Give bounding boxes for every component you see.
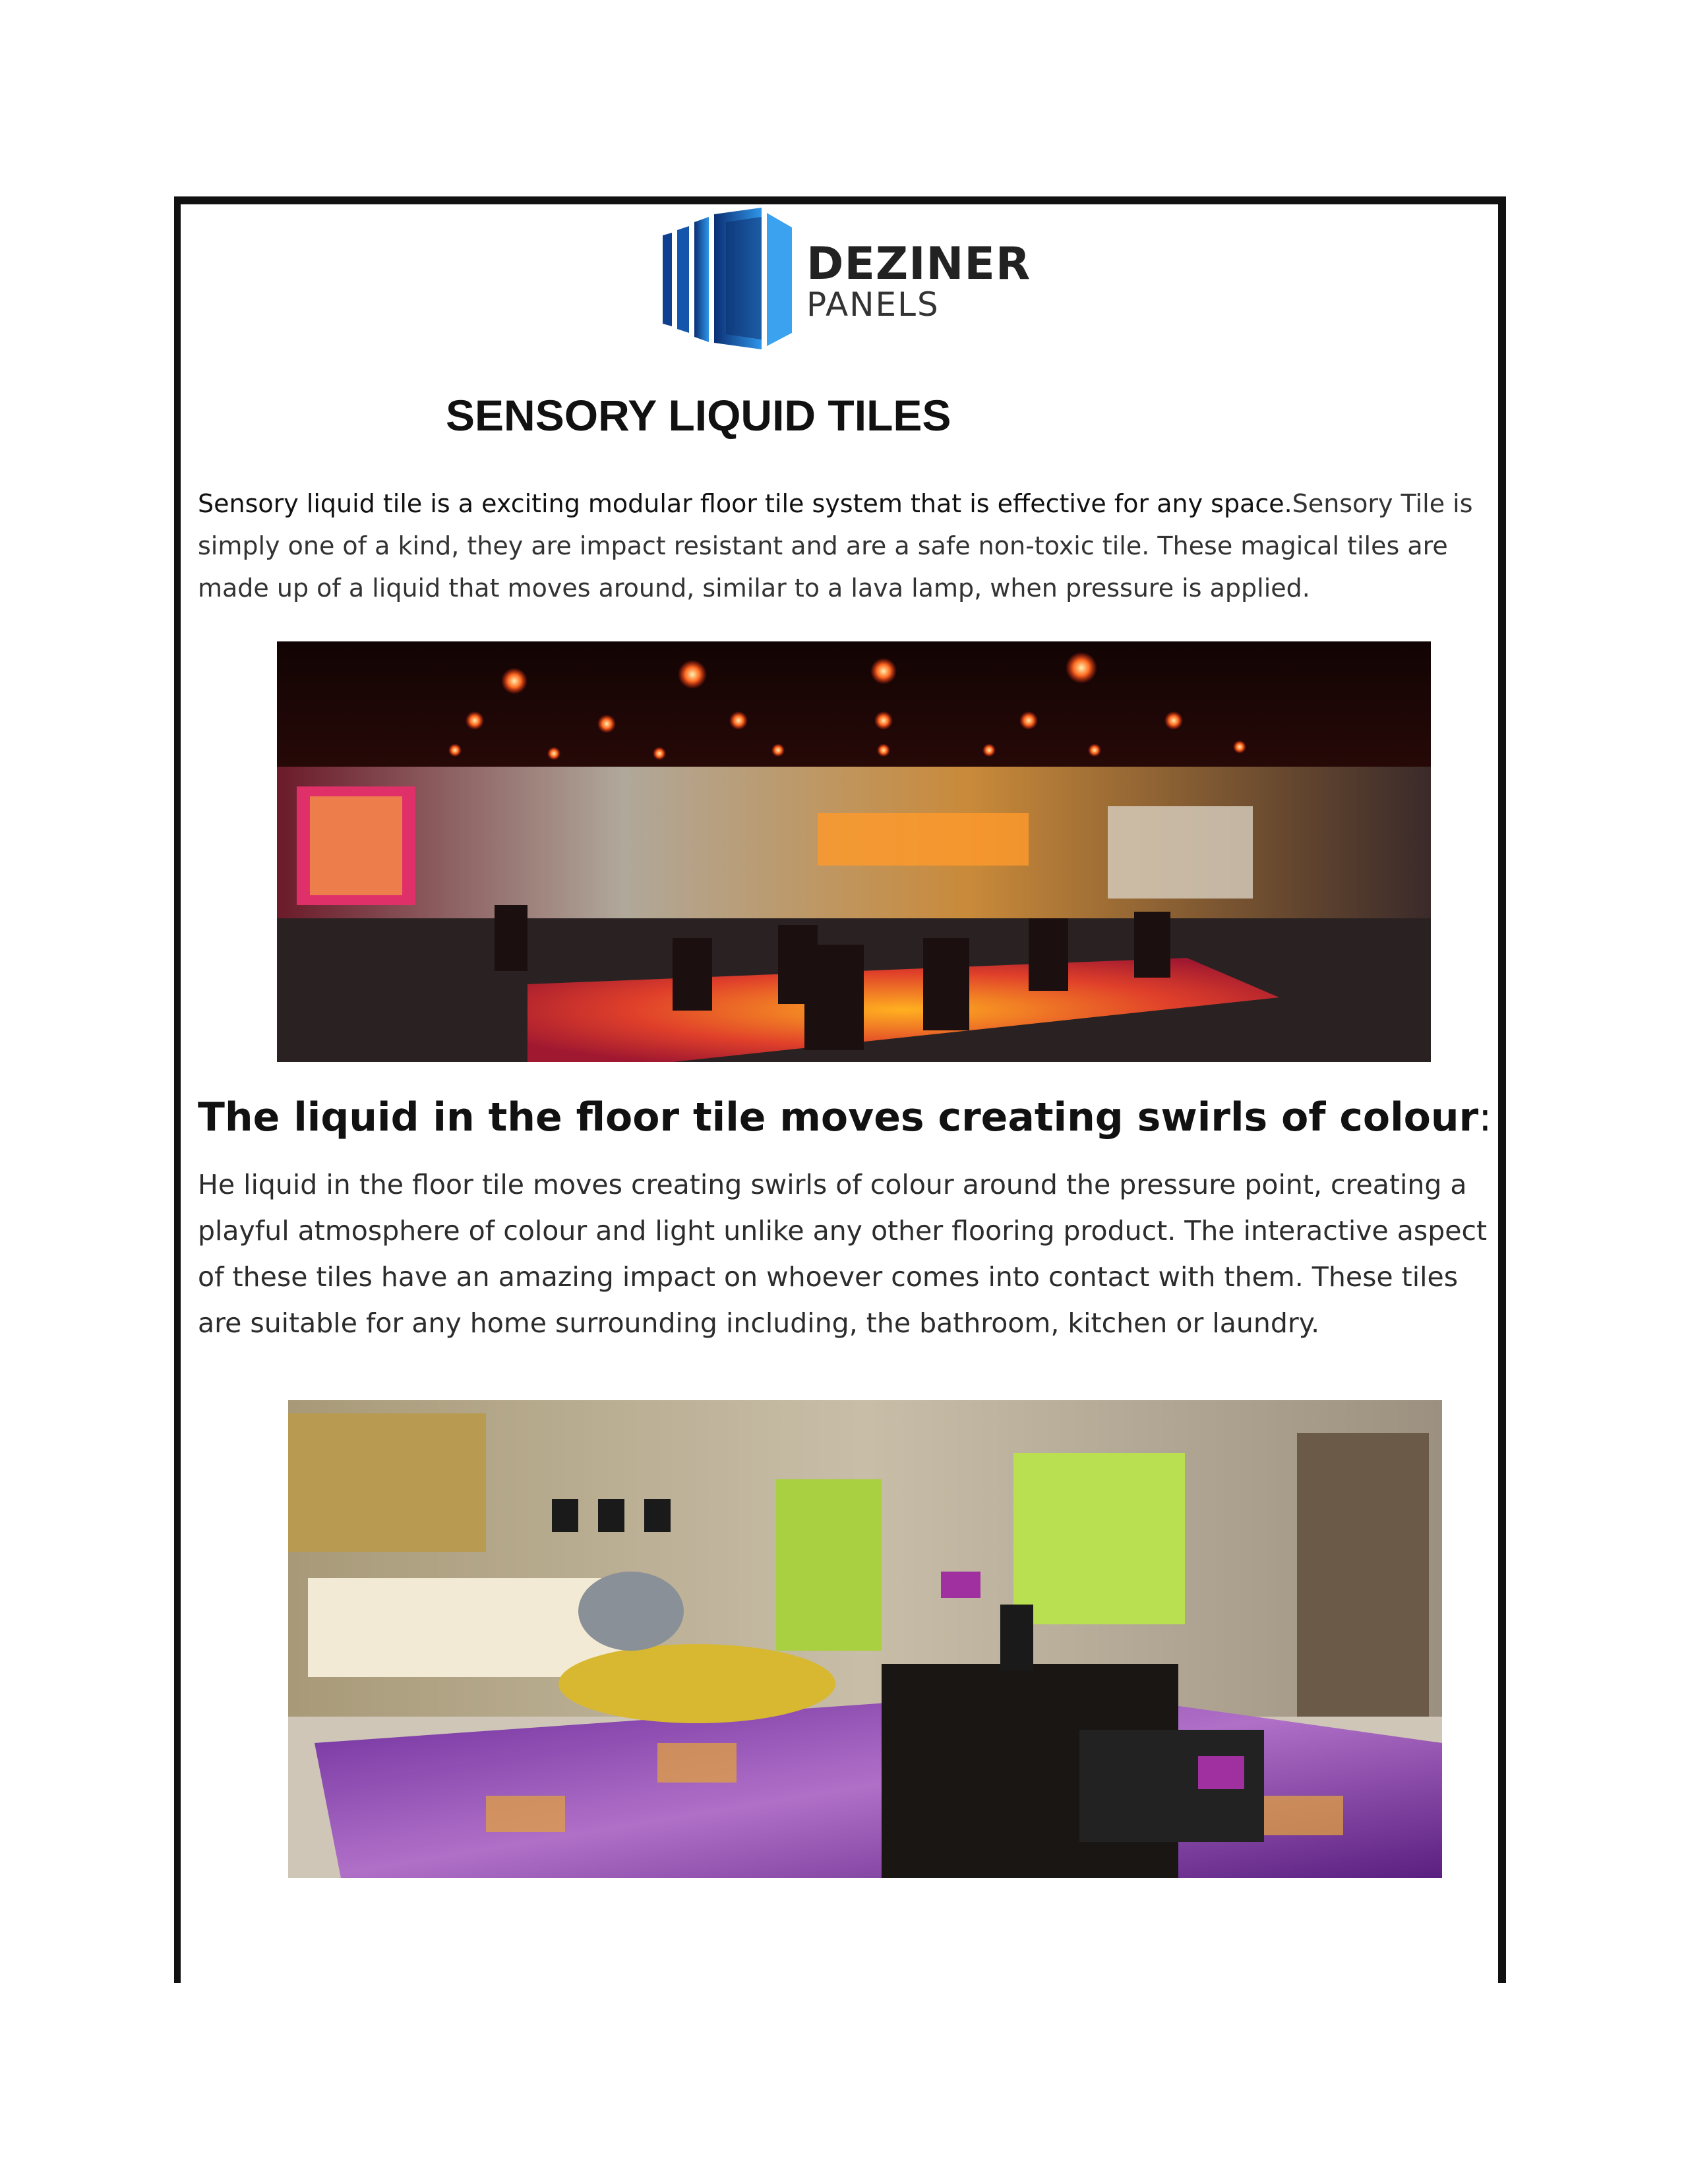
section-body-paragraph: He liquid in the floor tile moves creating swirls of colour around the pressure point, creating a playful atmosphere of colour and light unlike any other flooring product. The interactive aspect of these tiles have an amazing impact on whoever comes into contact with them. These tiles are suitable for any home surrounding including, the bathroom, kitchen or laundry.: [198, 1169, 1488, 1339]
page-title: SENSORY LIQUID TILES: [446, 391, 951, 440]
deziner-panels-logo: [663, 208, 1031, 349]
section-heading-text: The liquid in the floor tile moves creating swirls of colour: [198, 1094, 1479, 1140]
intro-rest-text: Sensory Tile is simply one of a kind, they are impact resistant and are a safe non-toxic tile. These magical tiles are made up of a liquid that moves around, similar to a lava lamp, when pressure is applied.: [198, 489, 1473, 603]
intro-lead-text: Sensory liquid tile is a exciting modular floor tile system that is effective for any space.: [198, 489, 1292, 518]
logo-brand-word: DEZINER: [806, 238, 1031, 290]
intro-paragraph: [198, 483, 1497, 609]
section-heading-colon: :: [1478, 1094, 1492, 1140]
retail-store-interior-photo: [288, 1400, 1442, 1878]
section-heading: [198, 1094, 1492, 1140]
restaurant-interior-photo: [277, 641, 1431, 1062]
logo-mark-icon: [663, 208, 808, 349]
logo-brand-subword: PANELS: [806, 285, 940, 324]
